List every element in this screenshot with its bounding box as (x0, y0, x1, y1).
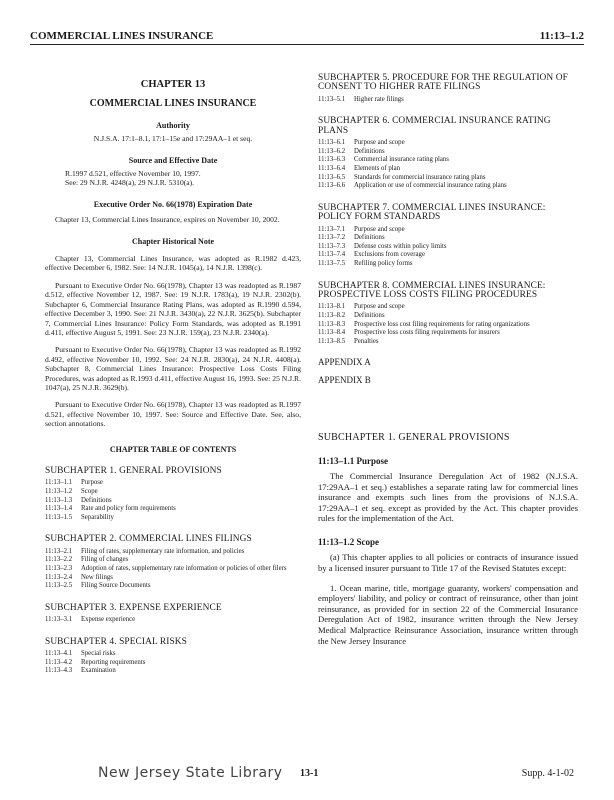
toc-item-number: 11:13–5.1 (318, 95, 346, 103)
toc-item-number: 11:13–8.3 (318, 320, 346, 328)
toc-item (45, 650, 301, 659)
section-1-2-text: (a) This chapter applies to all policies or contracts of insurance issued by a licensed insurer pursuant to Title 17 of the Revised Statutes except: (318, 552, 578, 573)
toc-item-title: Special risks (81, 650, 116, 658)
toc-item-title: Definitions (354, 147, 385, 155)
appendix-b: APPENDIX B (318, 374, 371, 385)
subchapter-2-list (45, 548, 301, 591)
toc-item-title: Refiling policy forms (354, 259, 413, 267)
toc-item-title: Definitions (354, 311, 385, 319)
chapter-number: CHAPTER 13 (140, 79, 206, 90)
toc-item (45, 582, 301, 591)
subchapter-7-list (318, 226, 578, 269)
section-1-1-title: 11:13–1.1 Purpose (318, 455, 389, 466)
body-subchapter-heading: SUBCHAPTER 1. GENERAL PROVISIONS (318, 432, 510, 444)
toc-item-title: Standards for commercial insurance rating plans (354, 173, 486, 181)
exec-order-text: Chapter 13, Commercial Lines Insurance, expires on November 10, 2002. (55, 215, 280, 225)
toc-item-number: 11:13–3.1 (45, 616, 73, 624)
page-footer (30, 765, 584, 783)
right-column (318, 74, 578, 646)
toc-item (318, 260, 578, 269)
toc-item-number: 11:13–6.6 (318, 182, 346, 190)
toc-item-title: Scope (81, 487, 98, 495)
toc-item (318, 148, 578, 157)
toc-item (318, 234, 578, 243)
supplement-date: Supp. 4-1-02 (521, 768, 574, 779)
toc-item-number: 11:13–4.3 (45, 667, 73, 675)
toc-item-number: 11:13–6.3 (318, 156, 346, 164)
subchapter-3-list (45, 616, 301, 625)
toc-item-title: Defense costs within policy limits (354, 242, 447, 250)
authority-heading: Authority (156, 120, 190, 130)
toc-item (318, 338, 578, 347)
toc-item-number: 11:13–1.1 (45, 479, 73, 487)
toc-item-number: 11:13–7.3 (318, 242, 346, 250)
toc-item-number: 11:13–1.2 (45, 487, 73, 495)
subchapter-4-list (45, 650, 301, 676)
toc-item-title: Reporting requirements (81, 658, 146, 666)
toc-item-title: Elements of plan (354, 165, 401, 172)
toc-item (318, 182, 578, 191)
history-paragraph: Pursuant to Executive Order No. 66(1978), Chapter 13 was readopted as R.1992 d.492, effective November 10, 1992. See: 24 N.J.R. 2830(a), 24 N.J.R. 4408(a). Subchapter 8, Commercial Lines Insurance: Prospective Loss Costs Filing Procedures, was adopted as R.1993 d.411, effective August 16, 1993. See: 25 N.J.R. 1047(a), 25 N.J.R. 3629(b). (45, 345, 301, 392)
subchapter-3-heading: SUBCHAPTER 3. EXPENSE EXPERIENCE (45, 602, 222, 613)
running-header (30, 26, 584, 45)
toc-item-number: 11:13–7.2 (318, 234, 346, 242)
history-paragraph: Pursuant to Executive Order No. 66(1978), Chapter 13 was readopted as R.1987 d.512, effective November 12, 1987. See: 19 N.J.R. 1783(a), 19 N.J.R. 2302(b). Subchapter 6, Commercial Insurance Rating Plans, was adopted as R.1990 d.594, effective December 3, 1990. See: 21 N.J.R. 3430(a), 22 N.J.R. 3625(b). Subchapter 7, Commercial Lines Insurance: Policy Form Standards, was adopted as R.1991 d.411, effective August 5, 1991. See: 23 N.J.R. 159(a), 23 N.J.R. 2340(a). (45, 280, 301, 337)
subchapter-2-heading: SUBCHAPTER 2. COMMERCIAL LINES FILINGS (45, 534, 252, 545)
toc-item-number: 11:13–7.4 (318, 251, 346, 259)
source-heading: Source and Effective Date (128, 155, 218, 165)
toc-item-title: Purpose and scope (354, 225, 405, 233)
toc-item-title: Prospective loss cost filing requirements for rating organizations (354, 320, 530, 328)
toc-item-title: Higher rate filings (354, 95, 404, 103)
toc-item-title: Purpose and scope (354, 303, 405, 311)
history-paragraph: Chapter 13, Commercial Lines Insurance, was adopted as R.1982 d.423, effective December 6, 1982. See: 14 N.J.R. 1045(a), 14 N.J.R. 1398(c). (45, 254, 301, 273)
toc-item-title: Application or use of commercial insurance rating plans (354, 182, 507, 190)
toc-item (45, 479, 301, 488)
appendix-a: APPENDIX A (318, 357, 371, 368)
subchapter-5-heading: SUBCHAPTER 5. PROCEDURE FOR THE REGULATION OF CONSENT TO HIGHER RATE FILINGS (318, 73, 568, 93)
subchapter-8-list (318, 303, 578, 346)
history-heading: Chapter Historical Note (131, 236, 215, 246)
subchapter-6-heading: SUBCHAPTER 6. COMMERCIAL INSURANCE RATING PLANS (318, 116, 551, 136)
toc-item-number: 11:13–2.3 (45, 564, 73, 572)
toc-item (45, 497, 301, 506)
chapter-title: COMMERCIAL LINES INSURANCE (89, 98, 257, 110)
toc-item (318, 303, 578, 312)
subchapter-5-list (318, 96, 578, 105)
toc-item-title: New filings (81, 573, 113, 581)
toc-item-number: 11:13–8.1 (318, 303, 346, 311)
toc-item (45, 565, 301, 574)
toc-item-number: 11:13–2.4 (45, 573, 73, 581)
toc-item (318, 156, 578, 165)
toc-item-title: Definitions (81, 496, 112, 504)
toc-item-title: Exclusions from coverage (354, 251, 425, 259)
subchapter-7-heading: SUBCHAPTER 7. COMMERCIAL LINES INSURANCE: POLICY FORM STANDARDS (318, 202, 546, 223)
toc-item (318, 312, 578, 321)
toc-item (318, 243, 578, 252)
toc-item-number: 11:13–2.1 (45, 547, 73, 555)
toc-item-number: 11:13–7.1 (318, 225, 346, 233)
toc-item (318, 321, 578, 330)
toc-item-number: 11:13–2.2 (45, 556, 73, 564)
toc-item (45, 667, 301, 676)
toc-item-number: 11:13–8.2 (318, 311, 346, 319)
subchapter-4-heading: SUBCHAPTER 4. SPECIAL RISKS (45, 636, 187, 647)
toc-item-number: 11:13–4.2 (45, 658, 73, 666)
toc-item-number: 11:13–8.4 (318, 329, 346, 337)
toc-item-title: Rate and policy form requirements (81, 505, 176, 513)
toc-item (45, 574, 301, 583)
section-1-1-text: The Commercial Insurance Deregulation Act of 1982 (N.J.S.A. 17:29AA–1 et seq.) establishes a separate rating law for commercial lines insurance and exempts such lines from the provisions of N.J.S.A. 17:29AA–1 et seq. except as provided by the Act. This chapter provides rules for the implementation of the Act. (318, 470, 578, 524)
toc-item (318, 329, 578, 338)
toc-item-title: Separability (81, 513, 114, 521)
toc-item-title: Examination (81, 667, 116, 675)
toc-item-number: 11:13–7.5 (318, 259, 346, 267)
library-stamp: New Jersey State Library (98, 765, 283, 781)
toc-item-number: 11:13–1.4 (45, 505, 73, 513)
toc-item-title: Purpose and scope (354, 139, 405, 147)
toc-item-title: Prospective loss costs filing requirements for insurers (354, 329, 500, 337)
subchapter-1-heading: SUBCHAPTER 1. GENERAL PROVISIONS (45, 465, 222, 476)
toc-item (45, 548, 301, 557)
toc-item (45, 616, 301, 625)
subchapter-6-list (318, 139, 578, 191)
page-number: 13-1 (300, 768, 319, 779)
toc-item-title: Filing of rates, supplementary rate information, and policies (81, 547, 245, 555)
subchapter-1-list (45, 479, 301, 522)
header-section-number: 11:13–1.2 (539, 30, 584, 42)
toc-item (45, 659, 301, 668)
subchapter-8-heading: SUBCHAPTER 8. COMMERCIAL LINES INSURANCE: PROSPECTIVE LOSS COSTS FILING PROCEDURES (318, 280, 546, 300)
toc-item-title: Filing of changes (81, 556, 129, 564)
toc-item-number: 11:13–1.3 (45, 496, 73, 504)
section-1-2-title: 11:13–1.2 Scope (318, 536, 380, 547)
toc-item (318, 96, 578, 105)
source-line: R.1997 d.521, effective November 10, 1997. (65, 169, 201, 179)
toc-item-number: 11:13–8.5 (318, 337, 346, 345)
toc-item-title: Definitions (354, 234, 385, 242)
toc-item-number: 11:13–6.5 (318, 173, 346, 181)
toc-item-number: 11:13–4.1 (45, 650, 73, 658)
toc-item (318, 251, 578, 260)
toc-item (318, 226, 578, 235)
toc-heading: CHAPTER TABLE OF CONTENTS (109, 444, 237, 454)
history-paragraph: Pursuant to Executive Order No. 66(1978), Chapter 13 was readopted as R.1997 d.521, effective November 10, 1997. See: Source and Effective Date. See, also, section annotations. (45, 400, 301, 429)
toc-item-title: Commercial insurance rating plans (354, 156, 449, 164)
toc-item-title: Expense experience (81, 616, 136, 624)
toc-item (45, 488, 301, 497)
left-column (45, 74, 301, 676)
exec-order-heading: Executive Order No. 66(1978) Expiration Date (93, 199, 253, 209)
source-line: See: 29 N.J.R. 4248(a), 29 N.J.R. 5310(a). (65, 178, 195, 188)
source-text (45, 169, 301, 188)
toc-item-title: Penalties (354, 337, 379, 345)
section-1-2-item-1: 1. Ocean marine, title, mortgage guaranty, workers' compensation and employers' liability, and policy or contract of reinsurance, other than joint reinsurance, as provided for in section 22 of the Commercial Insurance Deregulation Act of 1982, insurance written through the New Jersey Medical Malpractice Reinsurance Association, insurance written through the New Jersey Insurance (318, 582, 578, 646)
toc-item (45, 514, 301, 523)
toc-item-number: 11:13–1.5 (45, 513, 73, 521)
toc-item (318, 174, 578, 183)
toc-item-title: Filing Source Documents (81, 582, 151, 590)
toc-item-title: Adoption of rates, supplementary rate information or policies of other filers (81, 564, 287, 572)
toc-item (45, 505, 301, 514)
toc-item-number: 11:13–6.4 (318, 165, 346, 172)
header-title: COMMERCIAL LINES INSURANCE (30, 30, 214, 42)
toc-item-number: 11:13–6.1 (318, 139, 346, 147)
toc-item (318, 139, 578, 148)
toc-item-title: Purpose (81, 479, 103, 487)
toc-item-number: 11:13–2.5 (45, 582, 73, 590)
toc-item-number: 11:13–6.2 (318, 147, 346, 155)
toc-item (45, 556, 301, 565)
toc-item (318, 165, 578, 174)
authority-text: N.J.S.A. 17:1–8.1, 17:1–15e and 17:29AA–1 et seq. (93, 134, 253, 144)
